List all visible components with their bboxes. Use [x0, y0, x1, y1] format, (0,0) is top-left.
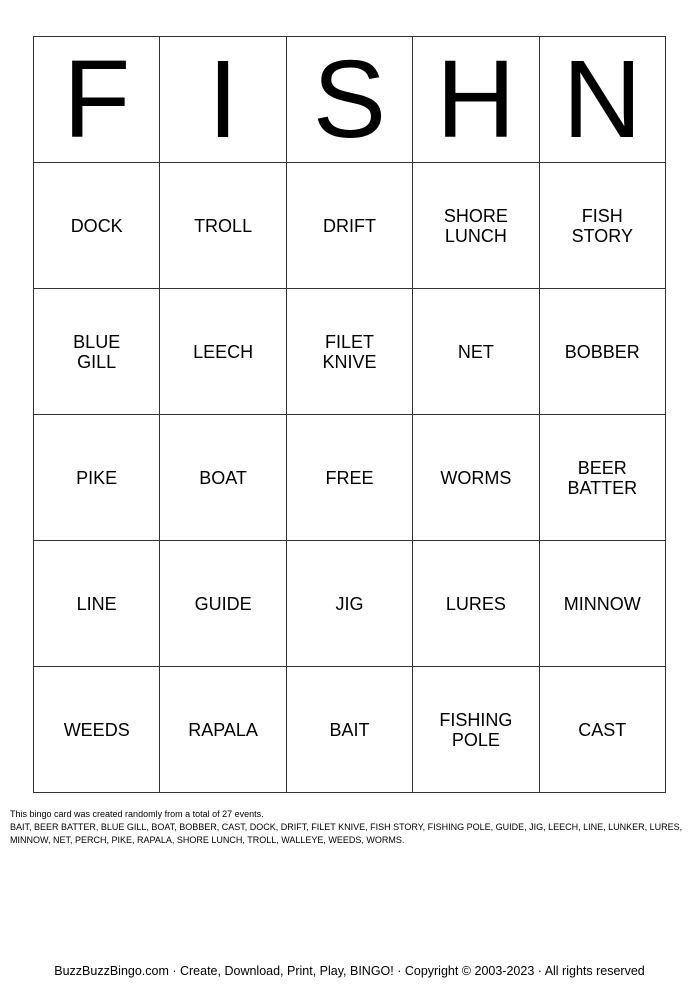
bingo-cell-text: NET [457, 341, 494, 362]
bingo-cell [413, 289, 539, 415]
bingo-cell [413, 541, 539, 667]
card-info-summary: This bingo card was created randomly from a total of 27 events. [10, 809, 264, 819]
bingo-cell [160, 163, 286, 289]
bingo-cell-text: BOBBER [564, 341, 640, 362]
bingo-cell-text: BAIT [329, 719, 370, 740]
bingo-cell [160, 667, 286, 793]
bingo-cell-text: MINNOW [563, 593, 641, 614]
bingo-cell-text: LURES [445, 593, 506, 614]
bingo-row [34, 163, 666, 289]
bingo-cell-text: GUIDE [194, 593, 252, 614]
bingo-cell [286, 163, 412, 289]
bingo-cell-text: CAST [578, 719, 627, 740]
bingo-cell [413, 667, 539, 793]
bingo-cell [539, 415, 665, 541]
bingo-cell-text: DRIFT [322, 215, 376, 236]
bingo-cell [34, 289, 160, 415]
bingo-cell-text: BEER BATTER [567, 457, 638, 498]
bingo-cell-text: TROLL [194, 215, 253, 236]
card-info [10, 808, 690, 847]
bingo-cell-text: LINE [76, 593, 117, 614]
bingo-cell [286, 289, 412, 415]
header-letter: F [34, 37, 160, 163]
bingo-cell-text: PIKE [76, 467, 118, 488]
bingo-cell [413, 163, 539, 289]
free-space-text: FREE [325, 467, 374, 488]
bingo-row [34, 415, 666, 541]
bingo-cell [413, 415, 539, 541]
bingo-cell [34, 667, 160, 793]
bingo-cell [160, 415, 286, 541]
bingo-card [33, 36, 666, 793]
bingo-cell-text: SHORE LUNCH [443, 205, 508, 246]
header-letter: N [539, 37, 665, 163]
header-letter: I [160, 37, 286, 163]
bingo-row [34, 541, 666, 667]
bingo-cell-text: RAPALA [188, 719, 258, 740]
free-space-cell [286, 415, 412, 541]
bingo-cell-text: JIG [335, 593, 364, 614]
bingo-cell [160, 541, 286, 667]
bingo-cell-text: BOAT [199, 467, 247, 488]
bingo-cell [286, 541, 412, 667]
bingo-cell-text: BLUE GILL [73, 331, 121, 372]
footer-copyright: BuzzBuzzBingo.com · Create, Download, Print, Play, BINGO! · Copyright © 2003-2023 · All rights reserved [54, 964, 645, 978]
header-letter: S [286, 37, 412, 163]
bingo-cell [160, 289, 286, 415]
bingo-cell [539, 163, 665, 289]
bingo-cell-text: FILET KNIVE [322, 331, 377, 372]
bingo-cell [539, 667, 665, 793]
bingo-row [34, 289, 666, 415]
bingo-cell-text: WORMS [440, 467, 512, 488]
card-info-event-list: BAIT, BEER BATTER, BLUE GILL, BOAT, BOBBER, CAST, DOCK, DRIFT, FILET KNIVE, FISH STORY, FISHING POLE, GUIDE, JIG, LEECH, LINE, LUNKER, LURES, MINNOW, NET, PERCH, PIKE, RAPALA, SHORE LUNCH, TROLL, WALLEYE, WEEDS, WORMS. [10, 822, 683, 845]
bingo-cell [34, 541, 160, 667]
bingo-cell [34, 163, 160, 289]
bingo-cell [286, 667, 412, 793]
header-row [34, 37, 666, 163]
bingo-cell-text: FISH STORY [571, 205, 633, 246]
header-letter: H [413, 37, 539, 163]
bingo-cell [539, 289, 665, 415]
bingo-cell [34, 415, 160, 541]
bingo-cell-text: LEECH [193, 341, 254, 362]
bingo-cell-text: DOCK [70, 215, 123, 236]
bingo-row [34, 667, 666, 793]
bingo-cell [539, 541, 665, 667]
bingo-cell-text: FISHING POLE [439, 709, 513, 750]
bingo-cell-text: WEEDS [63, 719, 130, 740]
